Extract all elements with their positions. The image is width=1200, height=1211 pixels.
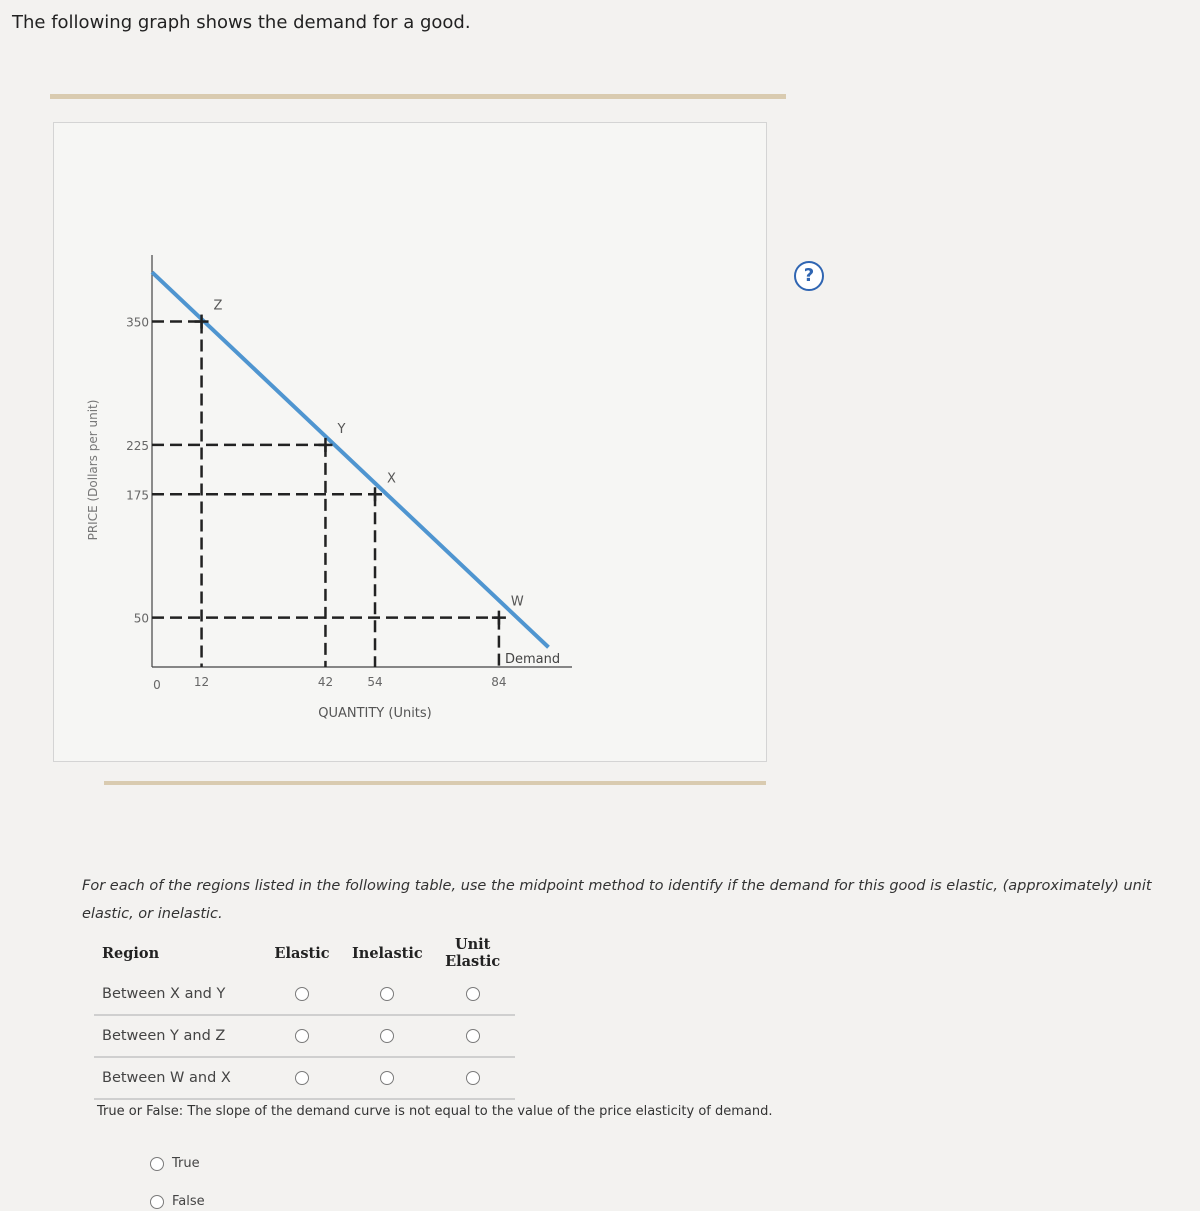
radio-xy-elastic[interactable] [295, 987, 309, 1001]
radio-true[interactable] [150, 1157, 164, 1171]
table-row [94, 974, 515, 1015]
y-tick-label: 350 [126, 315, 149, 330]
radio-wx-unit-elastic[interactable] [466, 1071, 480, 1085]
radio-wx-inelastic[interactable] [380, 1071, 394, 1085]
header-unit-elastic: Unit Elastic [445, 936, 501, 970]
point-label: Y [337, 421, 346, 437]
elasticity-table [94, 932, 515, 1100]
radio-false[interactable] [150, 1195, 164, 1209]
help-icon[interactable]: ? [794, 261, 824, 291]
option-false-label: False [172, 1194, 205, 1209]
point-label: X [387, 471, 396, 487]
radio-yz-inelastic[interactable] [380, 1029, 394, 1043]
intro-text: The following graph shows the demand for a good. [12, 12, 471, 33]
option-true[interactable] [150, 1156, 200, 1171]
origin-label: 0 [153, 678, 161, 692]
option-true-label: True [172, 1156, 200, 1171]
x-tick-label: 84 [491, 675, 507, 689]
true-false-question: True or False: The slope of the demand curve is not equal to the value of the price elasticity of demand. [97, 1104, 773, 1119]
y-tick-label: 175 [126, 488, 149, 503]
radio-xy-unit-elastic[interactable] [466, 987, 480, 1001]
radio-wx-elastic[interactable] [295, 1071, 309, 1085]
radio-xy-inelastic[interactable] [380, 987, 394, 1001]
table-row [94, 1015, 515, 1057]
x-tick-label: 42 [317, 675, 334, 689]
demand-curve [152, 272, 548, 647]
demand-label: Demand [505, 652, 561, 667]
radio-yz-unit-elastic[interactable] [466, 1029, 480, 1043]
header-region: Region [102, 944, 160, 962]
point-label: Z [213, 298, 223, 314]
table-row [94, 1057, 515, 1099]
radio-yz-elastic[interactable] [295, 1029, 309, 1043]
header-inelastic: Inelastic [352, 944, 423, 962]
region-label: Between X and Y [94, 974, 260, 1015]
region-label: Between Y and Z [94, 1015, 260, 1057]
instructions: For each of the regions listed in the following table, use the midpoint method to identify if the demand for this good is elastic, (approximately) unit elastic, or inelastic. [82, 878, 1152, 922]
x-axis-title: QUANTITY (Units) [318, 706, 432, 721]
region-label: Between W and X [94, 1057, 260, 1099]
header-elastic: Elastic [274, 944, 330, 962]
x-tick-label: 54 [367, 675, 383, 689]
y-tick-label: 50 [133, 611, 149, 626]
bottom-divider [104, 781, 766, 785]
y-tick-label: 225 [126, 438, 149, 453]
point-label: W [510, 594, 524, 610]
y-axis-title: PRICE (Dollars per unit) [86, 399, 100, 541]
option-false[interactable] [150, 1194, 205, 1209]
x-tick-label: 12 [193, 675, 210, 689]
